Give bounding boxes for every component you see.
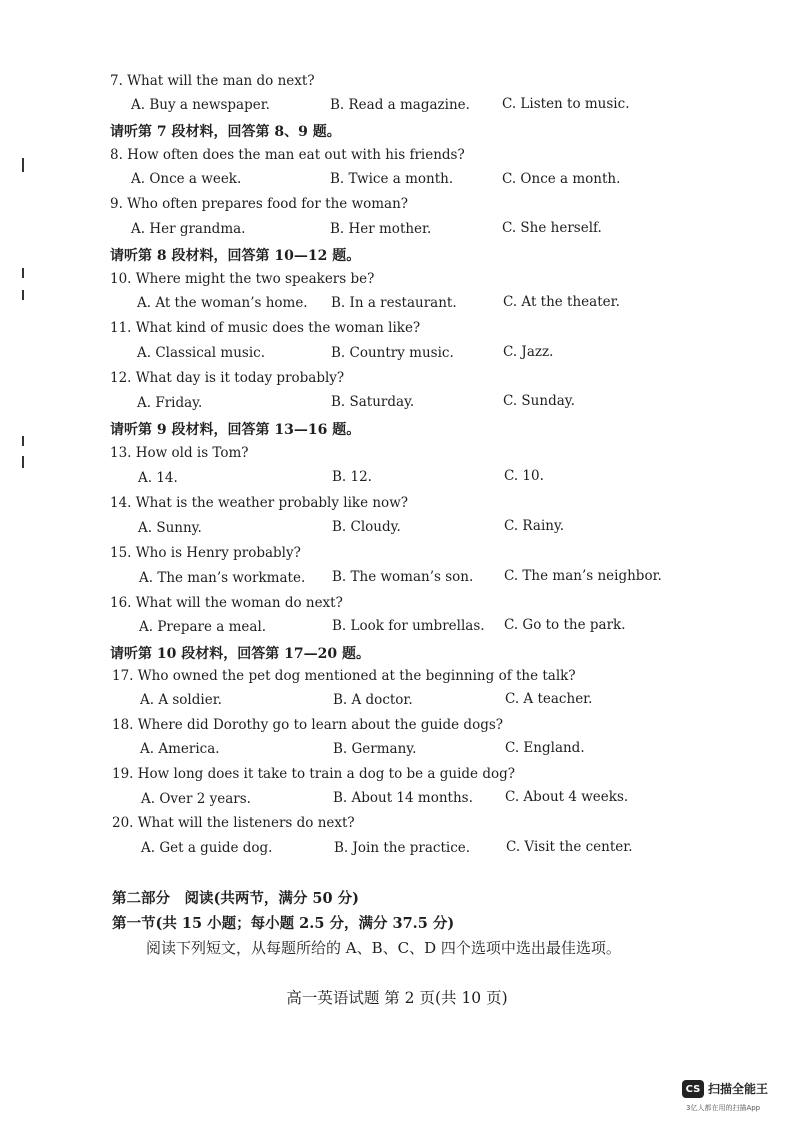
option-a: A. The man’s workmate. — [139, 570, 306, 586]
question-stem: 13. How old is Tom? — [110, 445, 249, 461]
margin-mark — [22, 268, 24, 278]
margin-mark — [22, 456, 24, 468]
listening-instruction: 请听第 10 段材料，回答第 17—20 题。 — [110, 646, 370, 662]
option-a: A. Get a guide dog. — [141, 840, 273, 856]
option-b: B. In a restaurant. — [331, 295, 457, 311]
question-stem: 12. What day is it today probably? — [110, 370, 345, 386]
option-a: A. Buy a newspaper. — [131, 97, 270, 113]
scanner-app-name: 扫描全能王 — [708, 1082, 769, 1096]
option-c: C. Go to the park. — [504, 617, 626, 633]
option-c: C. Jazz. — [503, 344, 554, 360]
option-a: A. At the woman’s home. — [137, 295, 308, 311]
option-b: B. Germany. — [333, 741, 417, 757]
question-stem: 15. Who is Henry probably? — [110, 545, 301, 561]
question-stem: 14. What is the weather probably like now? — [110, 495, 408, 511]
option-c: C. 10. — [504, 468, 544, 484]
option-a: A. A soldier. — [140, 692, 222, 708]
option-b: B. Look for umbrellas. — [332, 618, 485, 634]
option-c: C. She herself. — [502, 220, 602, 236]
reading-direction: 阅读下列短文，从每题所给的 A、B、C、D 四个选项中选出最佳选项。 — [146, 939, 621, 957]
option-b: B. 12. — [332, 469, 372, 485]
option-b: B. About 14 months. — [333, 790, 473, 806]
option-b: B. Saturday. — [331, 394, 415, 410]
option-b: B. Read a magazine. — [330, 97, 470, 113]
question-stem: 8. How often does the man eat out with his friends? — [110, 147, 465, 163]
option-b: B. Join the practice. — [334, 840, 471, 856]
option-a: A. Sunny. — [138, 520, 202, 536]
option-a: A. Prepare a meal. — [139, 619, 267, 635]
listening-instruction: 请听第 9 段材料，回答第 13—16 题。 — [110, 422, 361, 438]
section-heading: 第一节(共 15 小题；每小题 2.5 分，满分 37.5 分) — [112, 915, 455, 932]
part-heading: 第二部分 阅读(共两节，满分 50 分) — [112, 890, 359, 907]
option-c: C. Once a month. — [502, 171, 621, 187]
question-stem: 19. How long does it take to train a dog to be a guide dog? — [112, 766, 515, 782]
option-a: A. Her grandma. — [131, 221, 246, 237]
option-c: C. Sunday. — [503, 393, 575, 409]
option-c: C. Listen to music. — [502, 96, 630, 112]
option-a: A. Classical music. — [137, 345, 266, 361]
question-stem: 20. What will the listeners do next? — [112, 815, 355, 831]
question-stem: 18. Where did Dorothy go to learn about the guide dogs? — [112, 717, 503, 733]
question-stem: 17. Who owned the pet dog mentioned at the beginning of the talk? — [112, 668, 576, 684]
option-b: B. The woman’s son. — [332, 569, 474, 585]
option-a: A. Over 2 years. — [141, 791, 251, 807]
option-b: B. A doctor. — [333, 692, 413, 708]
page-footer: 高一英语试题 第 2 页(共 10 页) — [286, 989, 508, 1007]
margin-mark — [22, 290, 24, 300]
option-a: A. Friday. — [137, 395, 203, 411]
option-b: B. Country music. — [331, 345, 454, 361]
option-c: C. About 4 weeks. — [505, 789, 629, 805]
listening-instruction: 请听第 8 段材料，回答第 10—12 题。 — [110, 248, 361, 264]
option-b: B. Twice a month. — [330, 171, 454, 187]
option-c: C. A teacher. — [505, 691, 593, 707]
option-b: B. Cloudy. — [332, 519, 401, 535]
option-c: C. At the theater. — [503, 294, 620, 310]
margin-mark — [22, 158, 24, 172]
option-a: A. Once a week. — [131, 171, 242, 187]
option-c: C. Rainy. — [504, 518, 565, 534]
question-stem: 16. What will the woman do next? — [110, 595, 343, 611]
option-a: A. America. — [140, 741, 220, 757]
question-stem: 9. Who often prepares food for the woman? — [110, 196, 409, 212]
scanner-tagline: 3亿人都在用的扫描App — [686, 1104, 761, 1112]
option-c: C. England. — [505, 740, 585, 756]
option-b: B. Her mother. — [330, 221, 432, 237]
option-a: A. 14. — [138, 470, 178, 486]
question-stem: 10. Where might the two speakers be? — [110, 271, 375, 287]
option-c: C. Visit the center. — [506, 839, 633, 855]
margin-mark — [22, 436, 24, 446]
option-c: C. The man’s neighbor. — [504, 568, 662, 584]
question-stem: 7. What will the man do next? — [110, 73, 315, 89]
question-stem: 11. What kind of music does the woman like? — [110, 320, 421, 336]
camscanner-logo-icon: CS — [682, 1080, 704, 1098]
listening-instruction: 请听第 7 段材料，回答第 8、9 题。 — [110, 124, 341, 140]
